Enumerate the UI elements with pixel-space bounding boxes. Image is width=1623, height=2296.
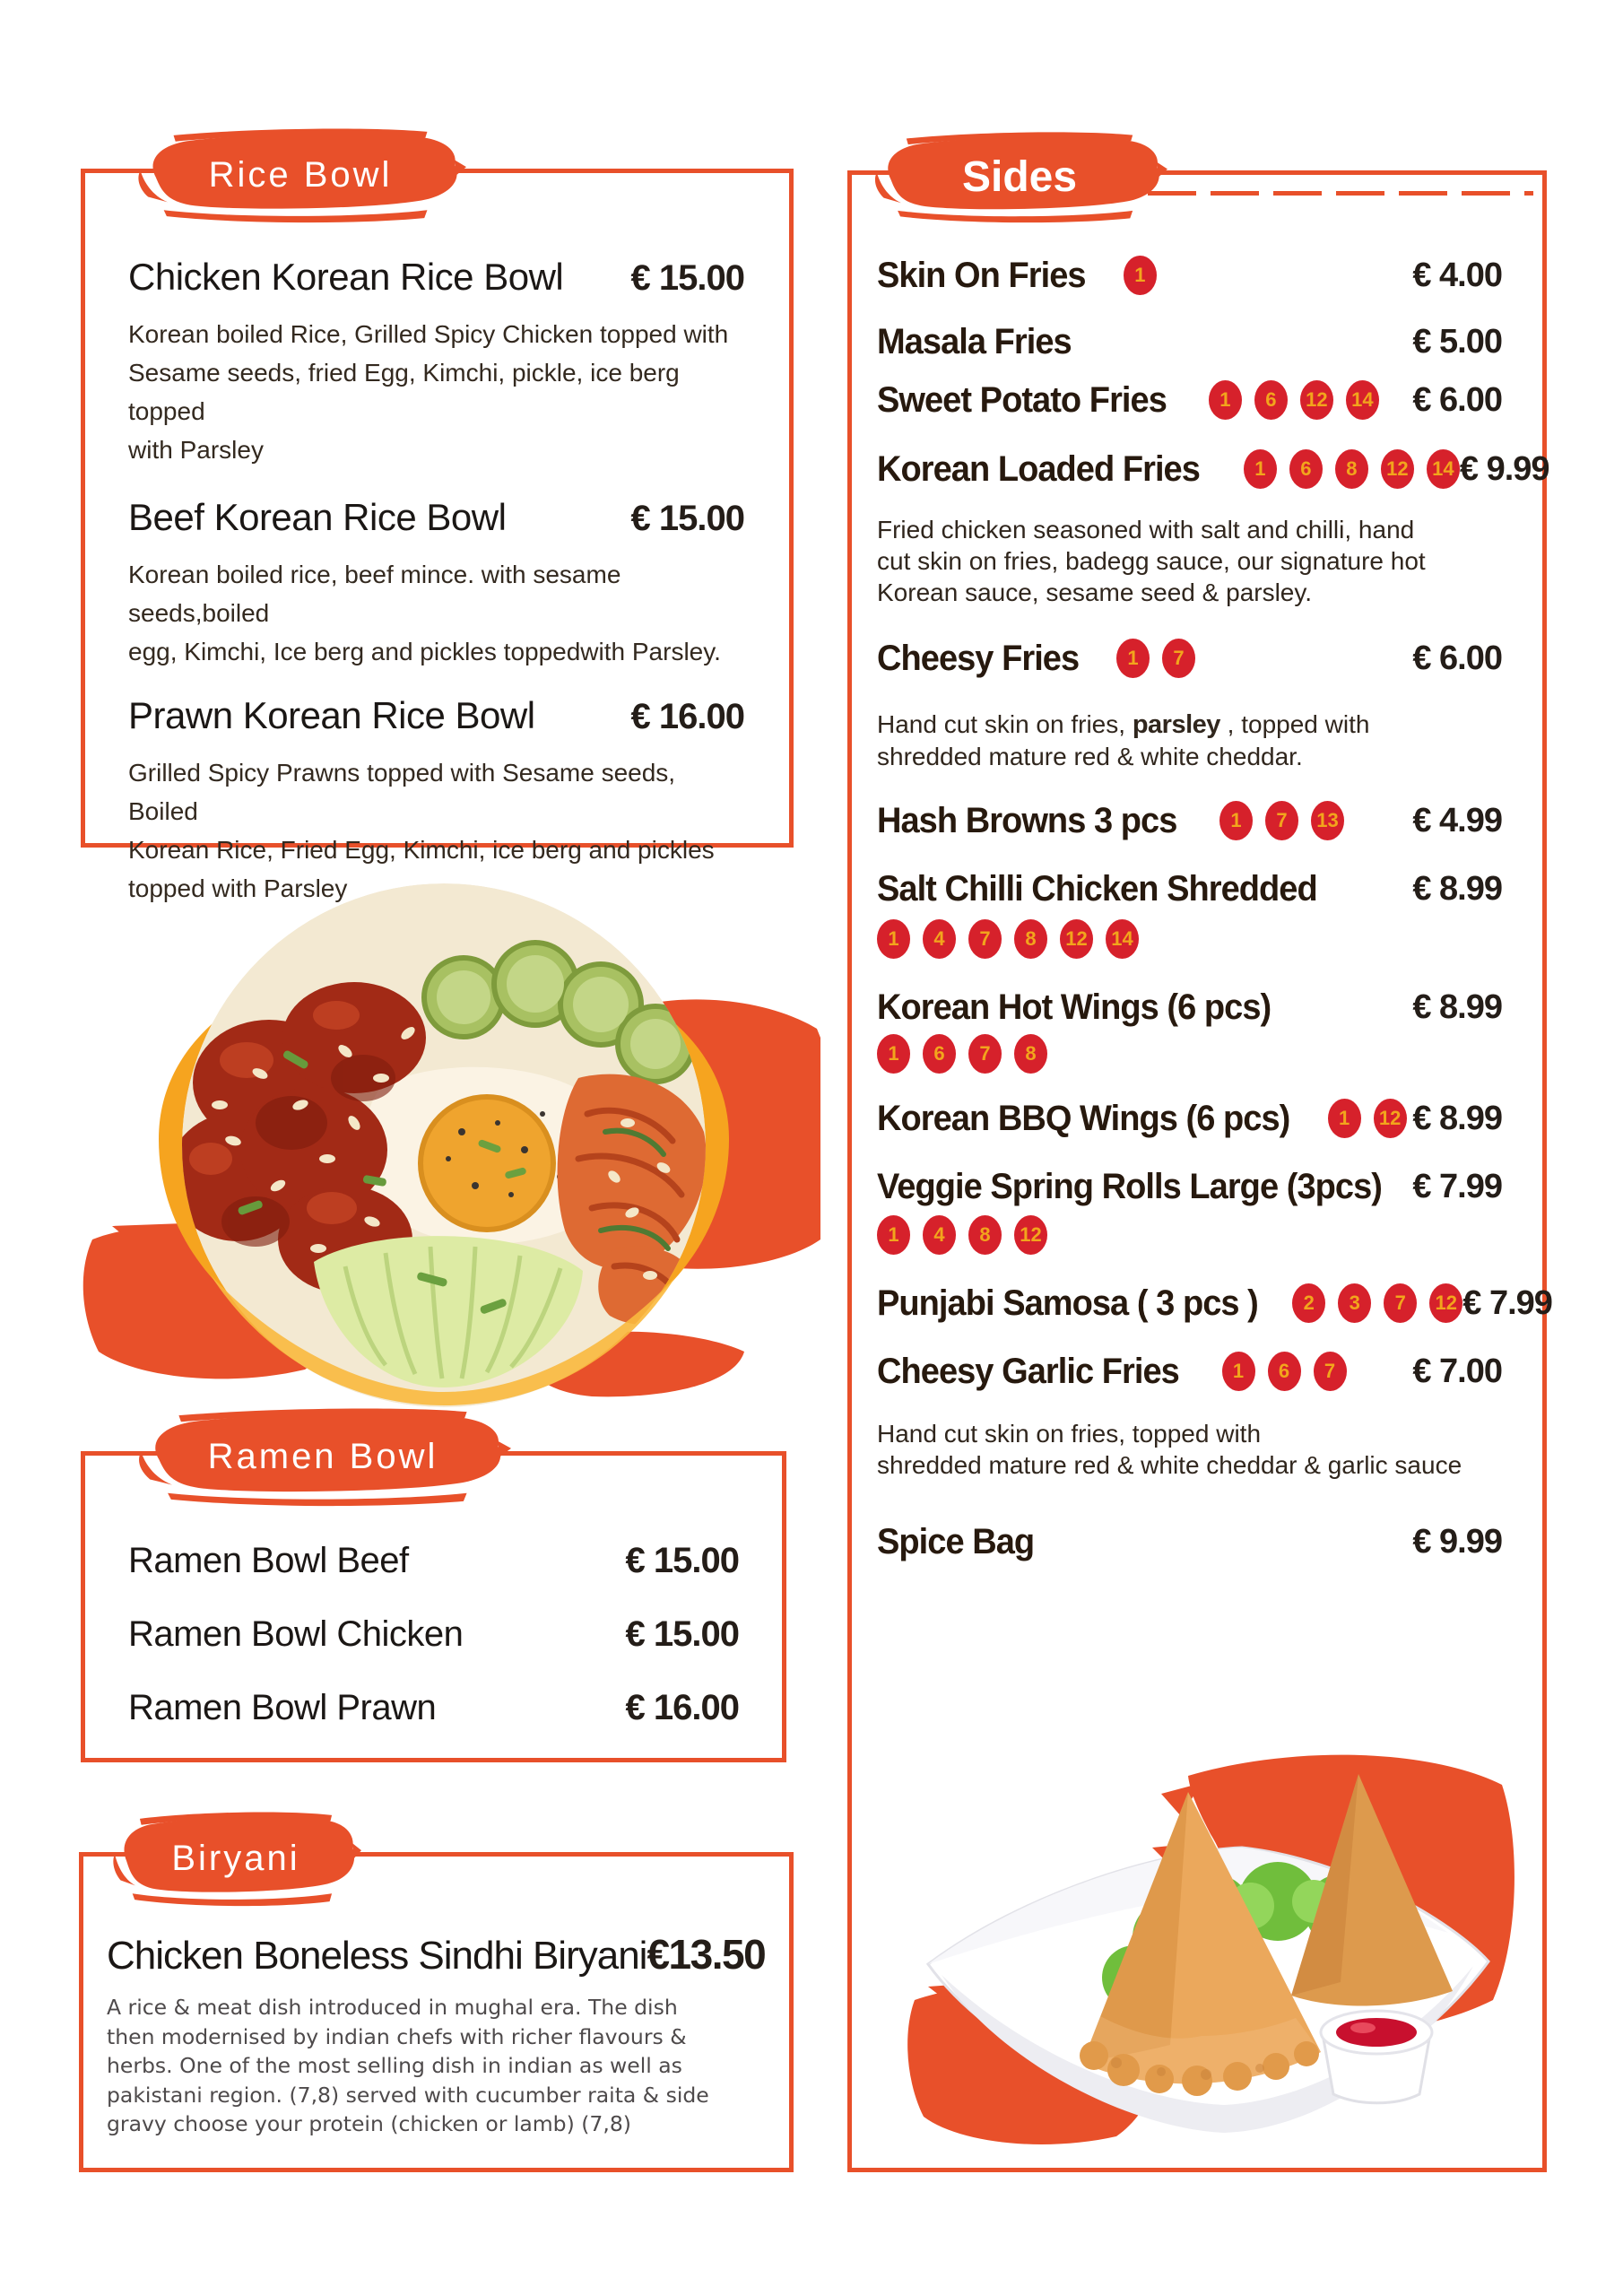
section-title: Rice Bowl: [208, 154, 393, 195]
item-name: Korean Loaded Fries: [877, 448, 1200, 489]
allergen-badges: [1292, 1283, 1462, 1323]
item-price: €13.50: [647, 1931, 766, 1978]
item-description: [128, 315, 744, 469]
allergen-badge: 1: [1116, 639, 1150, 678]
samosa-photo: [892, 1641, 1529, 2161]
description-highlight: parsley: [1132, 710, 1220, 739]
item-name: Ramen Bowl Chicken: [128, 1614, 464, 1654]
menu-item: [877, 635, 1502, 682]
menu-item: [128, 256, 744, 299]
description-line: Sesame seeds, fried Egg, Kimchi, pickle, ice berg topped: [128, 359, 680, 425]
item-name: Chicken Korean Rice Bowl: [128, 256, 564, 298]
item-name: Spice Bag: [877, 1521, 1035, 1561]
rough-underline: [1148, 191, 1533, 196]
item-description: [128, 555, 744, 671]
menu-item: [877, 252, 1502, 299]
item-description: [877, 514, 1502, 608]
allergen-badges: [1116, 639, 1195, 678]
item-name: Prawn Korean Rice Bowl: [128, 694, 535, 736]
item-price: € 4.00: [1412, 256, 1502, 294]
menu-item: [877, 1518, 1502, 1565]
sides-header: [872, 130, 1167, 223]
allergen-badges: [1124, 256, 1157, 295]
allergen-badge: 4: [923, 919, 956, 959]
allergen-badge: 7: [1265, 801, 1298, 840]
biryani-section: [79, 1838, 794, 2172]
menu-item: [128, 496, 744, 539]
section-title: Ramen Bowl: [207, 1436, 438, 1476]
menu-item: [877, 1163, 1502, 1210]
description-line: [877, 709, 1502, 741]
item-name: Ramen Bowl Beef: [128, 1541, 409, 1580]
allergen-badge: 7: [1314, 1352, 1347, 1391]
item-description: [107, 1993, 764, 2139]
item-name: Skin On Fries: [877, 255, 1086, 295]
description-line: Korean boiled Rice, Grilled Spicy Chicken topped with: [128, 320, 729, 348]
item-price: € 15.00: [630, 258, 744, 298]
allergen-badge: 1: [877, 1215, 910, 1255]
allergen-badge: 13: [1311, 801, 1344, 840]
allergen-badge: 1: [1124, 256, 1157, 295]
item-price: € 9.99: [1459, 449, 1549, 488]
item-name: Hash Browns 3 pcs: [877, 800, 1177, 840]
item-description: [877, 709, 1502, 772]
item-price: € 16.00: [630, 697, 744, 736]
item-price: € 8.99: [1412, 987, 1502, 1026]
allergen-badge: 8: [1014, 919, 1047, 959]
allergen-badges: [877, 1215, 1047, 1255]
rice-bowl-photo: [76, 854, 820, 1423]
item-description: [877, 1418, 1502, 1481]
menu-item: [877, 1280, 1552, 1326]
allergen-badge: 8: [1014, 1034, 1047, 1074]
item-name: Ramen Bowl Prawn: [128, 1688, 437, 1727]
allergen-badges: [877, 919, 1139, 959]
description-line: Korean Rice, Fried Egg, Kimchi, ice berg and pickles: [128, 836, 715, 864]
item-price: € 7.99: [1412, 1167, 1502, 1205]
allergen-badge: 6: [1254, 380, 1288, 420]
item-name: Sweet Potato Fries: [877, 379, 1167, 420]
allergen-badge: 14: [1346, 380, 1379, 420]
allergen-badge: 12: [1300, 380, 1333, 420]
allergen-badge: 8: [1335, 449, 1368, 489]
item-price: € 5.00: [1412, 322, 1502, 361]
description-line: cut skin on fries, badegg sauce, our signature hot: [877, 547, 1426, 575]
allergen-badge: 6: [1268, 1352, 1301, 1391]
item-name: Korean BBQ Wings (6 pcs): [877, 1098, 1290, 1138]
allergen-badge: 3: [1338, 1283, 1371, 1323]
description-line: herbs. One of the most selling dish in indian as well as: [107, 2053, 682, 2078]
allergen-badge: 7: [968, 1034, 1002, 1074]
menu-item: [877, 797, 1502, 844]
allergen-badge: 14: [1427, 449, 1460, 489]
menu-item: [877, 984, 1502, 1031]
item-price: € 6.00: [1412, 380, 1502, 419]
allergen-badge: 12: [1060, 919, 1093, 959]
item-name: Veggie Spring Rolls Large (3pcs): [877, 1166, 1382, 1206]
ramen-bowl-section: [81, 1436, 786, 1762]
item-name: Cheesy Fries: [877, 638, 1080, 678]
allergen-badge: 1: [1222, 1352, 1255, 1391]
allergen-badge: 1: [1244, 449, 1277, 489]
menu-item: [877, 1348, 1502, 1395]
description-line: Grilled Spicy Prawns topped with Sesame seeds, Boiled: [128, 759, 676, 825]
menu-item: [877, 377, 1502, 423]
allergen-badge: 1: [877, 919, 910, 959]
allergen-badge: 12: [1014, 1215, 1047, 1255]
item-name: Beef Korean Rice Bowl: [128, 496, 507, 538]
allergen-badge: 7: [1162, 639, 1195, 678]
menu-item: [128, 1688, 739, 1731]
menu-item: [128, 1614, 739, 1657]
allergen-badge: 8: [968, 1215, 1002, 1255]
description-text: Hand cut skin on fries,: [877, 710, 1133, 738]
allergen-badges: [1219, 801, 1344, 840]
allergen-badges: [877, 1034, 1047, 1074]
allergen-badge: 7: [1384, 1283, 1417, 1323]
description-line: gravy choose your protein (chicken or lamb) (7,8): [107, 2111, 631, 2136]
section-title: Sides: [961, 152, 1078, 201]
menu-item: [128, 694, 744, 737]
description-line: A rice & meat dish introduced in mughal era. The dish: [107, 1995, 678, 2020]
item-price: € 15.00: [625, 1614, 739, 1654]
item-price: € 4.99: [1412, 801, 1502, 839]
item-name: Korean Hot Wings (6 pcs): [877, 987, 1271, 1027]
description-text: , topped with: [1219, 710, 1370, 738]
allergen-badge: 12: [1381, 449, 1414, 489]
allergen-badge: 6: [1289, 449, 1323, 489]
description-line: pakistani region. (7,8) served with cucumber raita & side: [107, 2082, 709, 2108]
allergen-badge: 12: [1374, 1099, 1407, 1138]
item-price: € 7.99: [1462, 1283, 1552, 1322]
item-name: Salt Chilli Chicken Shredded: [877, 868, 1317, 909]
item-name: Punjabi Samosa ( 3 pcs ): [877, 1283, 1258, 1323]
item-name: Masala Fries: [877, 321, 1072, 361]
description-line: Fried chicken seasoned with salt and chilli, hand: [877, 516, 1415, 544]
allergen-badge: 12: [1429, 1283, 1462, 1323]
sides-section: [847, 152, 1552, 2172]
allergen-badge: 2: [1292, 1283, 1325, 1323]
allergen-badges: [1222, 1352, 1347, 1391]
description-line: Hand cut skin on fries, topped with: [877, 1420, 1262, 1448]
menu-item: [128, 1541, 739, 1584]
biryani-header: [110, 1810, 361, 1907]
menu-item: [877, 865, 1502, 912]
allergen-badge: 1: [1328, 1099, 1361, 1138]
allergen-badge: 7: [968, 919, 1002, 959]
item-price: € 6.00: [1412, 639, 1502, 677]
description-line: then modernised by indian chefs with richer flavours &: [107, 2023, 687, 2049]
rice-bowl-section: [81, 154, 794, 902]
section-title: Biryani: [171, 1838, 300, 1878]
menu-item: [107, 1930, 764, 1979]
allergen-badge: 1: [1209, 380, 1242, 420]
description-line: Korean sauce, sesame seed & parsley.: [877, 578, 1313, 606]
item-price: € 8.99: [1412, 869, 1502, 908]
item-price: € 8.99: [1412, 1099, 1502, 1137]
menu-item: [877, 318, 1502, 365]
item-price: € 7.00: [1412, 1352, 1502, 1390]
description-line: shredded mature red & white cheddar.: [877, 743, 1303, 770]
allergen-badge: 14: [1106, 919, 1139, 959]
menu-item: [877, 1095, 1502, 1142]
allergen-badge: 4: [923, 1215, 956, 1255]
item-price: € 16.00: [625, 1688, 739, 1727]
description-line: shredded mature red & white cheddar & garlic sauce: [877, 1451, 1462, 1479]
allergen-badge: 1: [877, 1034, 910, 1074]
allergen-badges: [1209, 380, 1379, 420]
description-line: topped with Parsley: [128, 874, 348, 902]
item-price: € 9.99: [1412, 1522, 1502, 1561]
rice-bowl-header: [135, 126, 466, 223]
ramen-bowl-header: [135, 1406, 511, 1507]
allergen-badge: 6: [923, 1034, 956, 1074]
description-line: Korean boiled rice, beef mince. with sesame seeds,boiled: [128, 561, 621, 627]
item-name: Cheesy Garlic Fries: [877, 1351, 1179, 1391]
item-price: € 15.00: [630, 499, 744, 538]
menu-item: [877, 446, 1549, 492]
item-name: Chicken Boneless Sindhi Biryani: [107, 1934, 647, 1978]
description-line: with Parsley: [128, 436, 264, 464]
allergen-badges: [1244, 449, 1460, 489]
description-line: egg, Kimchi, Ice berg and pickles toppedwith Parsley.: [128, 638, 721, 665]
allergen-badge: 1: [1219, 801, 1253, 840]
allergen-badges: [1328, 1099, 1407, 1138]
item-price: € 15.00: [625, 1541, 739, 1580]
